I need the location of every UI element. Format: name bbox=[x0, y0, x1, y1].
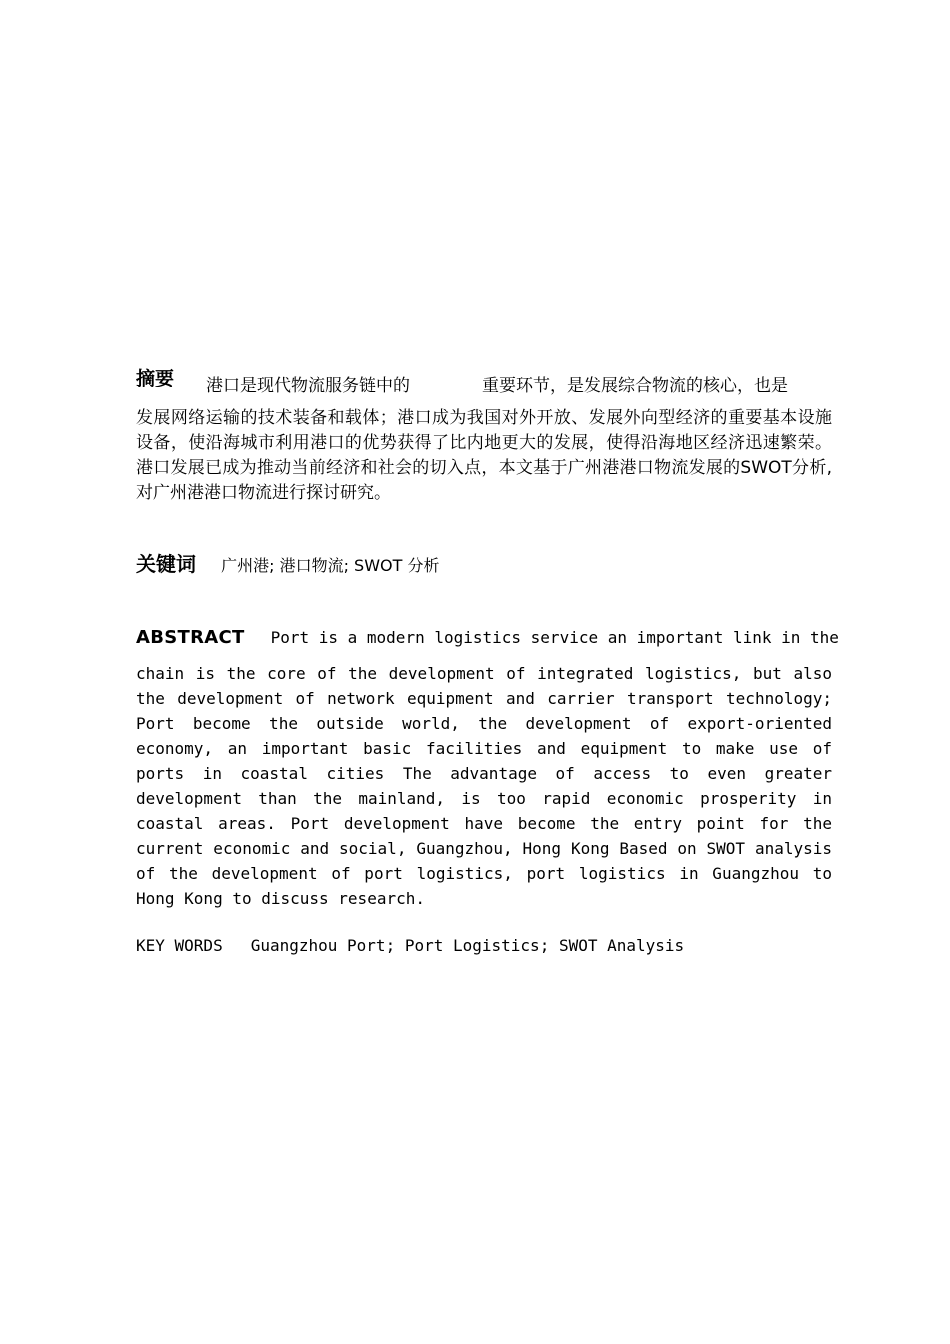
chinese-abstract-first-line bbox=[136, 368, 832, 406]
chinese-abstract-body: 发展网络运输的技术装备和载体；港口成为我国对外开放、发展外向型经济的重要基本设施设备，使沿海城市利用港口的优势获得了比内地更大的发展，使得沿海地区经济迅速繁荣。港口发展已成为推动当前经济和社会的切入点，本文基于广州港港口物流发展的SWOT分析,对广州港港口物流进行探讨研究。 bbox=[136, 408, 832, 503]
chinese-abstract-second-segment: 重要环节，是发展综合物流的核心，也是 bbox=[482, 376, 788, 396]
chinese-abstract-label: 摘要 bbox=[136, 368, 175, 387]
english-keywords-values: Guangzhou Port; Port Logistics; SWOT Analysis bbox=[250, 936, 685, 955]
english-abstract-first-line bbox=[136, 625, 839, 661]
english-abstract-first-text: Port is a modern logistics service an important link in the bbox=[270, 628, 839, 647]
chinese-keywords-values: 广州港; 港口物流; SWOT 分析 bbox=[221, 556, 440, 575]
chinese-keywords bbox=[136, 548, 439, 577]
chinese-abstract bbox=[136, 368, 832, 506]
english-keywords bbox=[136, 936, 684, 955]
chinese-keywords-label: 关键词 bbox=[136, 552, 196, 576]
english-abstract-label: ABSTRACT bbox=[136, 627, 245, 648]
chinese-abstract-first-segment: 港口是现代物流服务链中的 bbox=[206, 376, 410, 396]
english-abstract-body: chain is the core of the development of integrated logistics, but also the development of network equipment and carrier transport technology; Port become the outside world, the development of export-oriented economy, an important basic facilities and equipment to make use of ports in coastal cities The advantage of access to even greater development than the mainland, is too rapid economic prosperity in coastal areas. Port development have become the entry point for the current economic and social, Guangzhou, Hong Kong Based on SWOT analysis of the development of port logistics, port logistics in Guangzhou to Hong Kong to discuss research. bbox=[136, 664, 832, 908]
english-abstract bbox=[136, 625, 839, 911]
english-keywords-label: KEY WORDS bbox=[136, 936, 223, 955]
